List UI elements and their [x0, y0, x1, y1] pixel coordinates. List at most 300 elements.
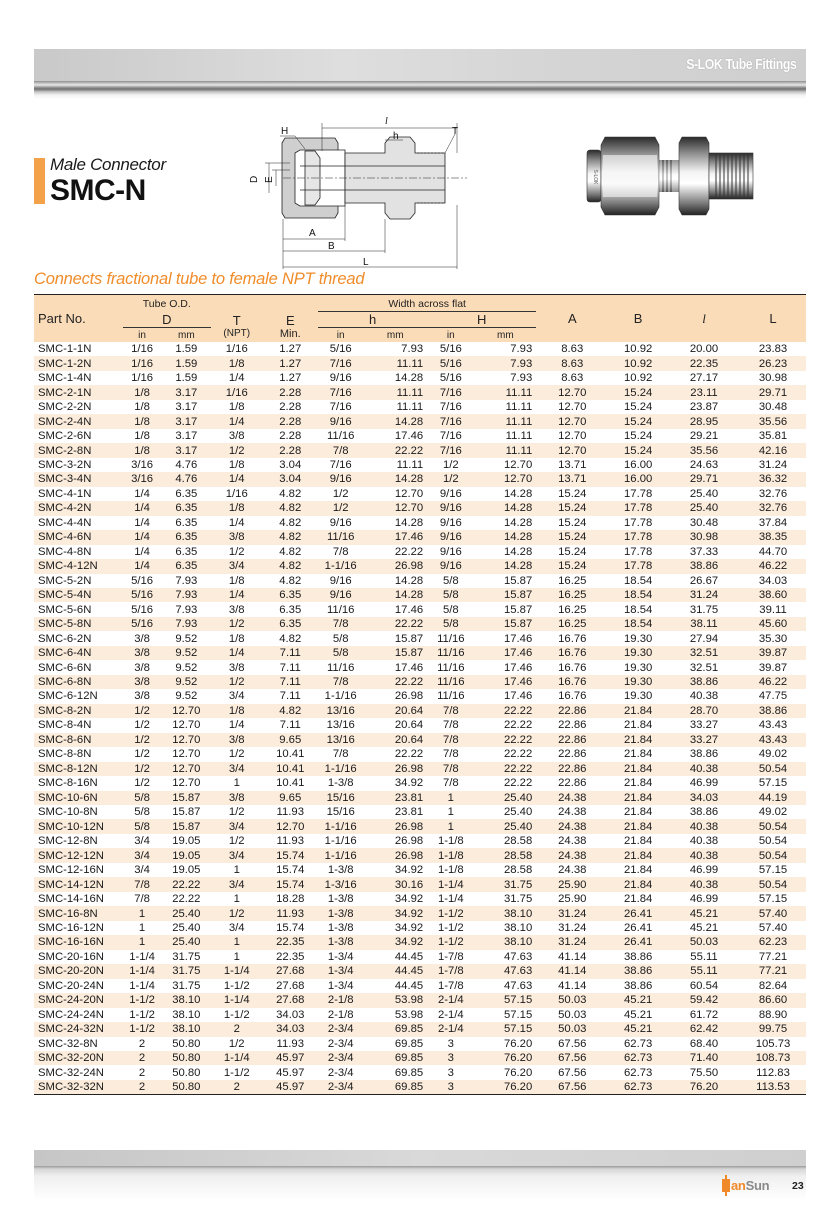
cell-l: 37.33: [689, 545, 719, 558]
cell-h-in: 7/16: [329, 357, 352, 370]
cell-l: 55.11: [690, 965, 718, 978]
cell-h-mm: 20.64: [394, 733, 424, 746]
cell-d-mm: 7.93: [175, 574, 198, 587]
cell-H-in: 1-1/4: [437, 893, 464, 906]
cell-H-in: 1-1/8: [437, 849, 464, 862]
cell-L: 50.54: [758, 878, 788, 891]
cell-d-in: 7/8: [134, 878, 150, 891]
cell-h-mm: 14.28: [394, 574, 424, 587]
table-row: [34, 414, 806, 428]
cell-A: 24.38: [558, 806, 587, 819]
cell-B: 17.78: [624, 531, 653, 544]
cell-part-no: SMC-20-20N: [38, 965, 104, 978]
cell-h-mm: 26.98: [394, 690, 424, 703]
cell-t-npt: 1: [233, 950, 240, 963]
cell-H-mm: 57.15: [503, 994, 533, 1007]
cell-A: 16.25: [558, 589, 587, 602]
cell-A: 24.38: [558, 820, 587, 833]
cell-A: 8.63: [561, 343, 584, 356]
cell-l: 50.03: [689, 936, 719, 949]
cell-l: 40.38: [689, 835, 719, 848]
cell-t-npt: 1: [233, 893, 240, 906]
cell-d-mm: 22.22: [172, 878, 201, 891]
cell-B: 26.41: [624, 921, 653, 934]
title-accent-bar: [34, 158, 45, 204]
cell-A: 15.24: [558, 502, 587, 515]
cell-h-mm: 11.11: [396, 458, 424, 471]
cell-h-in: 1/2: [332, 502, 349, 515]
cell-t-npt: 3/4: [228, 762, 245, 775]
cell-d-in: 1-1/2: [129, 1023, 155, 1036]
label-h: h: [393, 131, 399, 142]
cell-l: 38.86: [689, 676, 719, 689]
cell-h-in: 7/8: [332, 748, 349, 761]
cell-L: 32.76: [758, 487, 788, 500]
cell-h-in: 7/8: [332, 545, 349, 558]
cell-h-in: 9/16: [329, 589, 352, 602]
table-header: [34, 295, 806, 343]
header-h-in: in: [336, 329, 345, 341]
cell-l: 60.54: [689, 979, 719, 992]
cell-l: 40.38: [689, 820, 719, 833]
cell-part-no: SMC-32-8N: [38, 1037, 98, 1050]
cell-H-mm: 22.22: [503, 762, 533, 775]
cell-part-no: SMC-4-2N: [38, 502, 92, 515]
header-l: l: [702, 310, 706, 326]
cell-H-in: 5/8: [442, 574, 459, 587]
cell-L: 49.02: [758, 806, 788, 819]
cell-B: 21.84: [624, 719, 653, 732]
cell-h-in: 1-3/8: [327, 777, 354, 790]
cell-H-mm: 12.70: [503, 473, 533, 486]
cell-part-no: SMC-4-4N: [38, 516, 92, 529]
cell-H-in: 1-1/2: [437, 936, 464, 949]
cell-H-mm: 38.10: [503, 921, 533, 934]
cell-B: 16.00: [624, 458, 653, 471]
cell-t-npt: 1/16: [225, 343, 248, 356]
cell-L: 82.64: [758, 979, 788, 992]
cell-H-mm: 7.93: [510, 357, 533, 370]
cell-h-mm: 23.81: [394, 806, 424, 819]
cell-L: 50.54: [758, 820, 788, 833]
cell-e-min: 7.11: [279, 676, 301, 689]
cell-h-in: 1-3/8: [327, 907, 354, 920]
cell-h-in: 9/16: [329, 415, 352, 428]
cell-part-no: SMC-5-4N: [38, 589, 92, 602]
cell-H-in: 1: [447, 791, 454, 804]
cell-t-npt: 1-1/2: [223, 979, 250, 992]
table-row: [34, 516, 806, 530]
cell-d-mm: 50.80: [172, 1037, 201, 1050]
cell-h-mm: 14.28: [394, 516, 424, 529]
cell-d-in: 1/4: [134, 487, 150, 500]
cell-A: 16.25: [558, 603, 587, 616]
cell-d-mm: 25.40: [172, 936, 201, 949]
cell-H-mm: 17.46: [503, 676, 533, 689]
cell-H-in: 5/8: [442, 589, 459, 602]
cell-t-npt: 1/2: [228, 748, 245, 761]
label-H: H: [281, 126, 289, 137]
cell-L: 39.87: [758, 647, 788, 660]
cell-d-mm: 12.70: [172, 748, 201, 761]
cell-t-npt: 1-1/4: [223, 1052, 250, 1065]
cell-h-in: 7/8: [332, 618, 349, 631]
cell-l: 61.72: [689, 1008, 719, 1021]
table-row: [34, 805, 806, 819]
cell-B: 62.73: [624, 1066, 653, 1079]
cell-d-in: 1/4: [134, 502, 150, 515]
cell-part-no: SMC-32-24N: [38, 1066, 104, 1079]
cell-B: 16.00: [624, 473, 653, 486]
cell-part-no: SMC-4-6N: [38, 531, 92, 544]
cell-d-in: 1/2: [134, 777, 150, 790]
cell-h-mm: 15.87: [394, 647, 424, 660]
cell-l: 40.38: [689, 849, 719, 862]
cell-h-mm: 34.92: [394, 936, 424, 949]
cell-l: 32.51: [689, 647, 719, 660]
cell-h-in: 2-3/4: [327, 1066, 354, 1079]
cell-t-npt: 3/8: [228, 531, 245, 544]
cell-t-npt: 1/8: [228, 704, 245, 717]
table-row: [34, 400, 806, 414]
cell-H-in: 1-7/8: [437, 979, 464, 992]
cell-A: 13.71: [558, 458, 587, 471]
cell-h-in: 2-1/8: [327, 994, 354, 1007]
cell-d-in: 2: [138, 1081, 146, 1094]
cell-L: 26.23: [758, 357, 788, 370]
table-row: [34, 993, 806, 1007]
cell-e-min: 11.93: [276, 806, 304, 819]
cell-e-min: 1.27: [279, 343, 302, 356]
cell-d-in: 5/16: [131, 618, 154, 631]
cell-H-mm: 38.10: [503, 907, 533, 920]
cell-B: 62.73: [624, 1081, 653, 1094]
cell-d-mm: 9.52: [175, 676, 198, 689]
cell-d-in: 3/8: [134, 690, 150, 703]
cell-e-min: 10.41: [276, 762, 305, 775]
cell-B: 21.84: [624, 835, 653, 848]
cell-l: 38.86: [689, 748, 719, 761]
cell-H-in: 7/8: [442, 704, 459, 717]
cell-H-in: 1-1/8: [437, 835, 464, 848]
cell-L: 105.73: [755, 1037, 791, 1050]
cell-d-in: 1/2: [134, 748, 150, 761]
cell-e-min: 11.93: [276, 835, 304, 848]
cell-h-in: 1-3/8: [327, 921, 354, 934]
cell-h-mm: 17.46: [394, 531, 424, 544]
cell-A: 12.70: [558, 444, 587, 457]
table-row: [34, 342, 806, 356]
cell-part-no: SMC-5-6N: [38, 603, 92, 616]
cell-d-in: 5/8: [134, 806, 150, 819]
cell-t-npt: 1/2: [228, 545, 245, 558]
cell-t-npt: 1/4: [228, 415, 245, 428]
header-d-in: in: [138, 329, 146, 341]
cell-B: 38.86: [624, 950, 653, 963]
dimension-diagram: [245, 113, 475, 273]
cell-e-min: 2.28: [279, 401, 302, 414]
cell-d-mm: 25.40: [172, 921, 201, 934]
cell-B: 21.84: [624, 820, 653, 833]
cell-d-mm: 12.70: [172, 719, 201, 732]
cell-t-npt: 2: [233, 1081, 240, 1094]
cell-part-no: SMC-10-6N: [38, 791, 98, 804]
header-D: D: [123, 312, 212, 328]
cell-t-npt: 1/16: [225, 487, 248, 500]
header-part-no: Part No.: [38, 311, 86, 326]
cell-h-in: 1-1/16: [324, 849, 357, 862]
cell-e-min: 27.68: [276, 965, 305, 978]
cell-h-in: 7/8: [332, 676, 349, 689]
cell-h-mm: 22.22: [394, 444, 424, 457]
cell-part-no: SMC-20-24N: [38, 979, 104, 992]
cell-e-min: 4.82: [279, 632, 302, 645]
cell-A: 12.70: [558, 430, 587, 443]
header-E-min: Min.: [279, 327, 301, 340]
cell-H-mm: 15.87: [503, 603, 533, 616]
cell-A: 50.03: [558, 1008, 587, 1021]
cell-d-in: 1/8: [134, 415, 150, 428]
cell-e-min: 2.28: [279, 444, 302, 457]
cell-L: 57.40: [758, 907, 788, 920]
cell-part-no: SMC-4-1N: [38, 487, 92, 500]
cell-t-npt: 3/4: [228, 820, 245, 833]
cell-d-in: 1/4: [134, 545, 150, 558]
cell-H-in: 7/16: [439, 415, 462, 428]
cell-B: 19.30: [624, 647, 653, 660]
cell-part-no: SMC-2-6N: [38, 430, 92, 443]
cell-H-in: 7/16: [439, 444, 462, 457]
cell-h-mm: 69.85: [394, 1052, 424, 1065]
cell-B: 15.24: [624, 444, 653, 457]
cell-part-no: SMC-1-1N: [38, 343, 92, 356]
cell-H-mm: 14.28: [503, 545, 533, 558]
cell-L: 37.84: [758, 516, 788, 529]
cell-h-in: 1-1/16: [324, 762, 357, 775]
cell-H-mm: 11.11: [505, 386, 533, 399]
header-T: T: [232, 312, 241, 328]
cell-H-in: 5/8: [442, 618, 459, 631]
cell-d-in: 1/4: [134, 560, 150, 573]
cell-d-mm: 6.35: [175, 516, 198, 529]
cell-B: 21.84: [624, 849, 653, 862]
cell-e-min: 9.65: [279, 733, 302, 746]
cell-d-in: 3/8: [134, 676, 150, 689]
cell-H-mm: 22.22: [503, 733, 533, 746]
cell-A: 15.24: [558, 545, 587, 558]
cell-t-npt: 1/4: [228, 647, 245, 660]
table-row: [34, 646, 806, 660]
cell-d-in: 1/2: [134, 704, 150, 717]
cell-d-in: 1: [138, 936, 146, 949]
cell-A: 22.86: [558, 748, 587, 761]
cell-H-mm: 14.28: [503, 560, 533, 573]
cell-A: 12.70: [558, 386, 587, 399]
cell-L: 88.90: [758, 1008, 788, 1021]
table-row: [34, 1080, 806, 1095]
cell-h-mm: 53.98: [394, 1008, 424, 1021]
cell-d-mm: 7.93: [175, 618, 198, 631]
cell-l: 38.86: [689, 806, 719, 819]
cell-d-in: 1/8: [134, 444, 150, 457]
cell-l: 40.38: [689, 690, 719, 703]
cell-H-mm: 11.11: [505, 415, 533, 428]
cell-h-mm: 17.46: [394, 430, 424, 443]
cell-h-mm: 12.70: [394, 502, 424, 515]
cell-t-npt: 3/4: [228, 921, 245, 934]
table-row: [34, 964, 806, 978]
cell-H-mm: 15.87: [503, 589, 533, 602]
cell-A: 41.14: [558, 965, 587, 978]
cell-A: 16.76: [558, 632, 587, 645]
cell-h-mm: 20.64: [394, 704, 424, 717]
cell-h-in: 7/16: [329, 401, 352, 414]
photo-marking: S-LOK: [592, 169, 598, 185]
cell-l: 45.21: [689, 907, 719, 920]
table-row: [34, 848, 806, 862]
cell-t-npt: 3/8: [228, 661, 245, 674]
cell-H-in: 9/16: [439, 560, 462, 573]
cell-h-mm: 34.92: [394, 864, 424, 877]
cell-A: 16.25: [558, 618, 587, 631]
cell-h-mm: 44.45: [394, 965, 424, 978]
brand-name-suffix: Sun: [745, 1178, 770, 1193]
cell-t-npt: 3/4: [228, 878, 245, 891]
cell-B: 10.92: [624, 357, 653, 370]
header-H-in: in: [446, 329, 455, 341]
cell-e-min: 6.35: [279, 618, 302, 631]
cell-t-npt: 3/4: [228, 560, 245, 573]
cell-h-mm: 20.64: [394, 719, 424, 732]
table-row: [34, 877, 806, 891]
cell-h-in: 5/16: [329, 343, 352, 356]
cell-h-in: 1-3/8: [327, 864, 354, 877]
cell-h-mm: 34.92: [394, 907, 424, 920]
cell-H-mm: 15.87: [503, 618, 533, 631]
cell-l: 34.03: [689, 791, 719, 804]
cell-d-mm: 3.17: [175, 386, 198, 399]
cell-t-npt: 1/2: [228, 1037, 245, 1050]
cell-part-no: SMC-8-4N: [38, 719, 92, 732]
cell-t-npt: 3/4: [228, 690, 245, 703]
cell-e-min: 4.82: [279, 516, 302, 529]
table-row: [34, 776, 806, 790]
cell-H-in: 3: [447, 1052, 454, 1065]
cell-d-in: 1-1/4: [129, 965, 155, 978]
cell-A: 12.70: [558, 401, 587, 414]
cell-part-no: SMC-8-8N: [38, 748, 92, 761]
cell-e-min: 27.68: [276, 994, 305, 1007]
label-T: T: [452, 126, 459, 137]
cell-h-in: 1-1/16: [324, 820, 357, 833]
cell-H-in: 1: [447, 806, 454, 819]
header-h-mm: mm: [386, 329, 404, 341]
cell-h-mm: 26.98: [394, 820, 424, 833]
cell-H-in: 2-1/4: [437, 1008, 464, 1021]
cell-h-in: 5/8: [332, 647, 349, 660]
cell-part-no: SMC-6-12N: [38, 690, 98, 703]
cell-A: 15.24: [558, 487, 587, 500]
cell-L: 57.40: [758, 921, 788, 934]
cell-B: 10.92: [624, 343, 653, 356]
table-row: [34, 950, 806, 964]
cell-L: 108.73: [755, 1052, 791, 1065]
cell-h-in: 5/8: [332, 632, 349, 645]
cell-L: 46.22: [758, 676, 788, 689]
cell-h-mm: 17.46: [394, 661, 424, 674]
cell-A: 31.24: [558, 921, 587, 934]
cell-h-in: 1-3/16: [324, 878, 357, 891]
cell-h-mm: 11.11: [396, 401, 424, 414]
table-row: [34, 371, 806, 385]
cell-d-in: 1/4: [134, 516, 150, 529]
cell-A: 41.14: [558, 979, 587, 992]
cell-H-in: 9/16: [439, 545, 462, 558]
cell-d-mm: 50.80: [172, 1066, 201, 1079]
cell-d-mm: 22.22: [172, 893, 201, 906]
cell-h-mm: 14.28: [394, 415, 424, 428]
cell-B: 45.21: [624, 1008, 653, 1021]
cell-H-mm: 15.87: [503, 574, 533, 587]
cell-d-in: 1: [138, 907, 146, 920]
cell-h-mm: 30.16: [394, 878, 424, 891]
cell-part-no: SMC-6-6N: [38, 661, 92, 674]
cell-h-in: 1-3/8: [327, 936, 354, 949]
cell-A: 8.63: [561, 372, 584, 385]
cell-A: 31.24: [558, 907, 587, 920]
cell-part-no: SMC-16-12N: [38, 921, 104, 934]
cell-H-in: 3: [447, 1037, 454, 1050]
cell-B: 18.54: [624, 603, 653, 616]
cell-H-mm: 28.58: [503, 835, 533, 848]
cell-h-mm: 26.98: [394, 849, 424, 862]
cell-part-no: SMC-32-20N: [38, 1052, 104, 1065]
cell-part-no: SMC-4-12N: [38, 560, 98, 573]
cell-e-min: 6.35: [279, 603, 302, 616]
cell-e-min: 4.82: [279, 545, 302, 558]
cell-l: 46.99: [689, 864, 719, 877]
label-l: l: [385, 116, 388, 127]
cell-A: 24.38: [558, 864, 587, 877]
cell-l: 76.20: [689, 1081, 719, 1094]
cell-e-min: 15.74: [276, 864, 305, 877]
cell-d-mm: 12.70: [172, 704, 201, 717]
cell-part-no: SMC-8-6N: [38, 733, 92, 746]
table-row: [34, 921, 806, 935]
label-D: D: [249, 175, 260, 183]
cell-H-in: 1/2: [442, 473, 459, 486]
cell-h-in: 13/16: [326, 719, 355, 732]
cell-H-mm: 28.58: [503, 849, 533, 862]
footer-divider: [34, 1166, 806, 1200]
cell-t-npt: 1/2: [228, 806, 245, 819]
cell-part-no: SMC-24-32N: [38, 1023, 104, 1036]
cell-l: 27.94: [689, 632, 719, 645]
product-photo: [585, 125, 755, 220]
cell-e-min: 2.28: [279, 386, 302, 399]
table-row: [34, 1037, 806, 1051]
cell-A: 15.24: [558, 531, 587, 544]
cell-d-mm: 19.05: [172, 835, 201, 848]
cell-H-mm: 76.20: [503, 1066, 533, 1079]
cell-l: 23.87: [689, 401, 719, 414]
table-row: [34, 819, 806, 833]
cell-h-in: 1-3/4: [327, 965, 354, 978]
cell-A: 16.76: [558, 690, 587, 703]
cell-B: 21.84: [624, 748, 653, 761]
cell-h-in: 2-3/4: [327, 1023, 354, 1036]
cell-d-mm: 15.87: [172, 806, 201, 819]
